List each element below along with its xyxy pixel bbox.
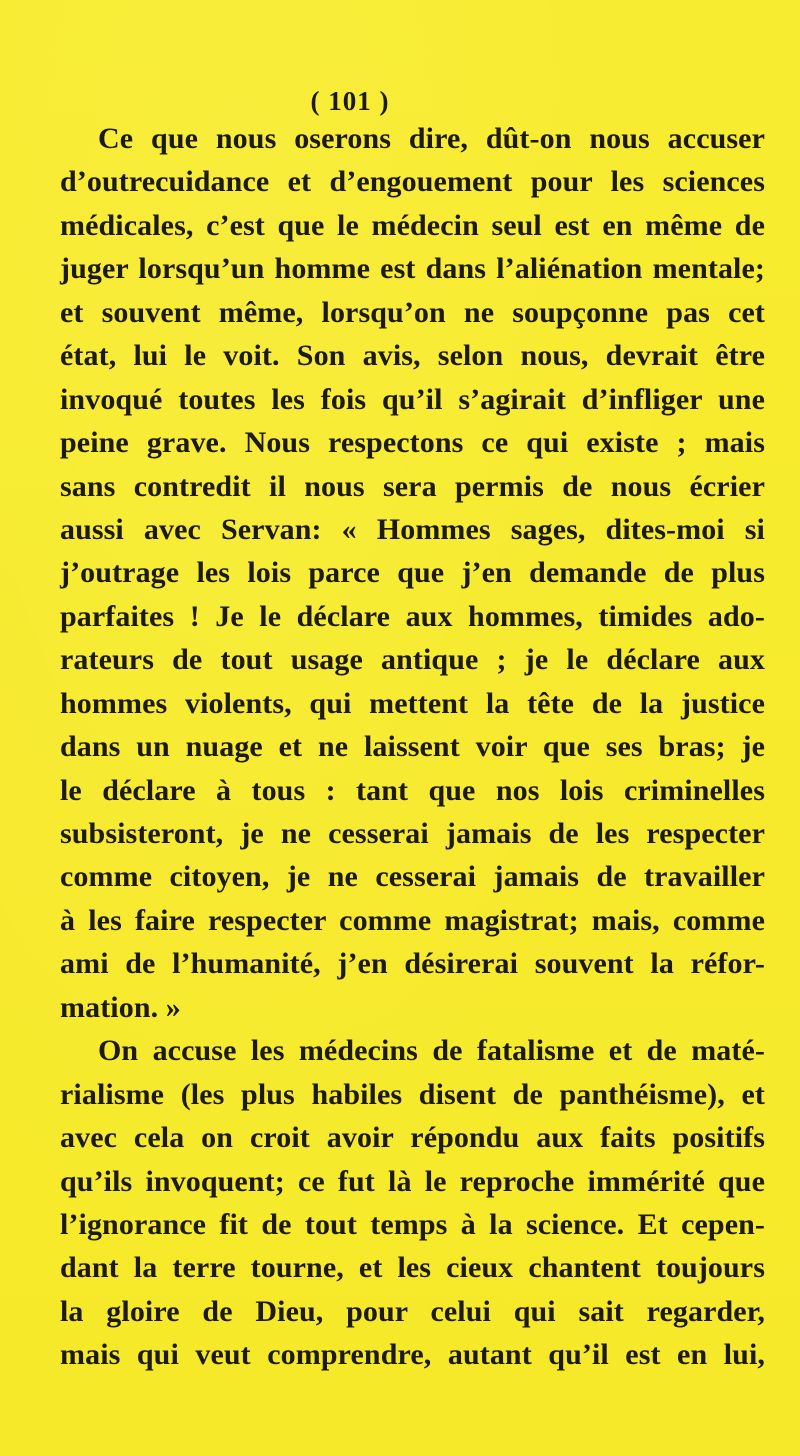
text-line: Ce que nous oserons dire, dût-on nous accuser xyxy=(98,122,765,155)
text-line: médicales, c’est que le médecin seul est en même de xyxy=(60,208,765,242)
text-line: rialisme (les plus habiles disent de panthéisme), et xyxy=(60,1077,765,1111)
text-line: comme citoyen, je ne cesserai jamais de travailler xyxy=(60,860,765,894)
text-line: avec cela on croit avoir répondu aux faits positifs xyxy=(60,1121,765,1155)
text-line: dant la terre tourne, et les cieux chantent toujours xyxy=(60,1251,765,1285)
text-line: parfaites ! Je le déclare aux hommes, timides ado- xyxy=(60,599,765,633)
text-line: hommes violents, qui mettent la tête de la justice xyxy=(60,686,765,720)
text-line: état, lui le voit. Son avis, selon nous, devrait être xyxy=(60,339,765,373)
text-line: subsisteront, je ne cesserai jamais de les respecter xyxy=(60,817,765,850)
page-number: ( 101 ) xyxy=(310,86,390,116)
text-line: qu’ils invoquent; ce fut là le reproche immérité que xyxy=(60,1164,765,1198)
text-line: juger lorsqu’un homme est dans l’aliénation mentale; xyxy=(60,252,765,286)
body-text xyxy=(60,117,765,1377)
text-line: mais qui veut comprendre, autant qu’il est en lui, xyxy=(60,1338,765,1372)
text-line: d’outrecuidance et d’engouement pour les sciences xyxy=(60,165,765,199)
text-line: ami de l’humanité, j’en désirerai souvent la réfor- xyxy=(60,947,765,981)
text-line: mation. » xyxy=(60,990,181,1024)
text-line: l’ignorance fit de tout temps à la science. Et cepen- xyxy=(60,1207,765,1241)
text-line: j’outrage les lois parce que j’en demande de plus xyxy=(60,556,765,590)
text-line: et souvent même, lorsqu’on ne soupçonne pas cet xyxy=(60,295,765,329)
text-line: à les faire respecter comme magistrat; mais, comme xyxy=(60,903,765,937)
text-line: le déclare à tous : tant que nos lois criminelles xyxy=(60,773,765,807)
text-line: peine grave. Nous respectons ce qui existe ; mais xyxy=(60,426,765,460)
text-line: On accuse les médecins de fatalisme et de maté- xyxy=(98,1034,765,1068)
text-line: rateurs de tout usage antique ; je le déclare aux xyxy=(60,643,765,677)
text-line: aussi avec Servan: « Hommes sages, dites-moi si xyxy=(60,512,765,546)
text-line: sans contredit il nous sera permis de nous écrier xyxy=(60,469,765,503)
text-line: dans un nuage et ne laissent voir que ses bras; je xyxy=(60,730,765,764)
text-line: invoqué toutes les fois qu’il s’agirait d’infliger une xyxy=(60,382,765,416)
text-line: la gloire de Dieu, pour celui qui sait regarder, xyxy=(60,1294,765,1328)
